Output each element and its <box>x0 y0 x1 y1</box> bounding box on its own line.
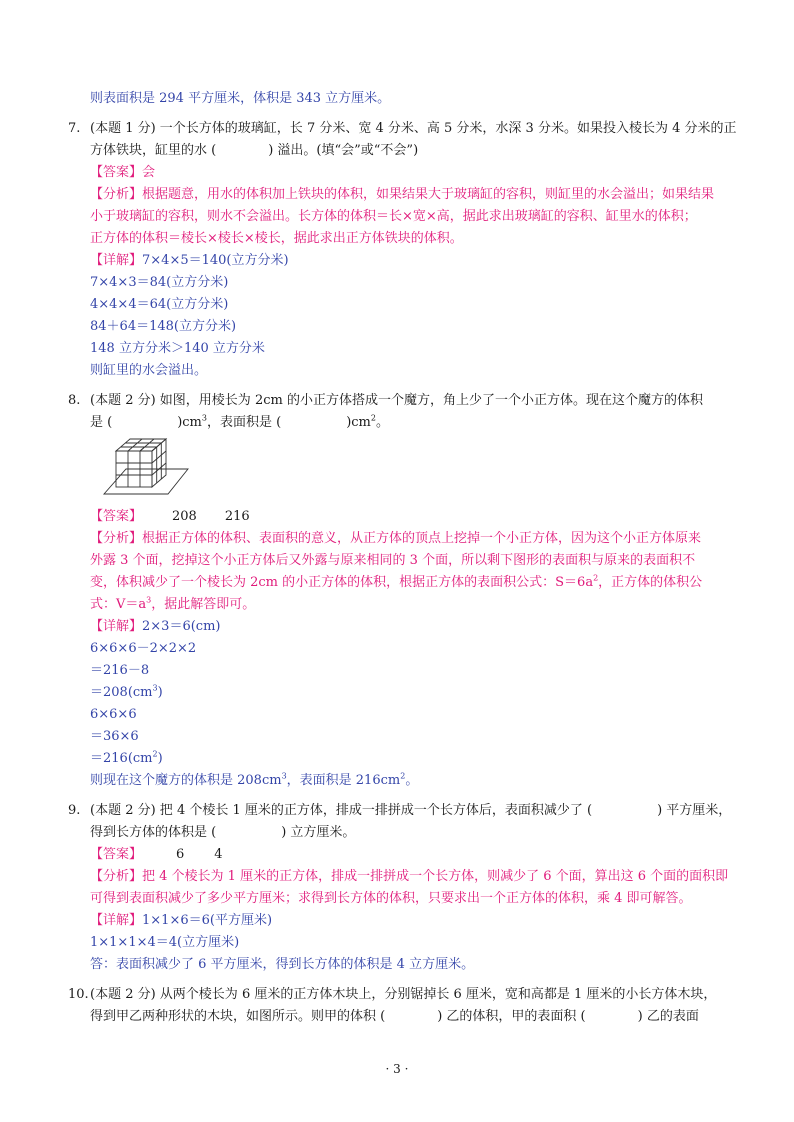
q9-answer: 【答案】 6 4 <box>90 847 223 862</box>
q8-analysis-line2: 外露 3 个面，挖掉这个小正方体后又外露与原来相同的 3 个面，所以剩下图形的表面积与原来的表面积不 <box>90 553 696 568</box>
previous-conclusion: 则表面积是 294 平方厘米，体积是 343 立方厘米。 <box>90 91 391 106</box>
q7-analysis-line3: 正方体的体积＝棱长×棱长×棱长，据此求出正方体铁块的体积。 <box>90 231 463 246</box>
q8-stem-line2: 是 ( )$cm^3$，表面积是 ( )$cm^2$。 <box>90 413 389 430</box>
q8-answer: 【答案】 208 216 <box>90 509 250 524</box>
q7-number: 7. <box>68 121 81 136</box>
q8-analysis-line1: 【分析】根据正方体的体积、表面积的意义，从正方体的顶点上挖掉一个小正方体，因为这个小正方体原来 <box>90 531 702 546</box>
q7-analysis-line2: 小于玻璃缸的容积，则水不会溢出。长方体的体积＝长×宽×高，据此求出玻璃缸的容积、缸里水的体积； <box>90 209 697 224</box>
q10-stem-line1: 10.(本题 2 分) 从两个棱长为 6 厘米的正方体木块上，分别锯掉长 6 厘米，宽和高都是 1 厘米的小长方体木块， <box>68 987 717 1002</box>
q9-analysis-line1: 【分析】把 4 个棱长为 1 厘米的正方体，排成一排拼成一个长方体，则减少了 6 个面，算出这 6 个面的面积即 <box>90 869 729 884</box>
q7-detail-line4: 84＋64＝148(立方分米) <box>90 319 237 334</box>
q10-number: 10. <box>68 987 89 1002</box>
q8-detail-line3: ＝216－8 <box>90 663 150 678</box>
q8-analysis-line3: 变，体积减少了一个棱长为 2cm 的小正方体的体积，根据正方体的表面积公式：$S=6a^2$，正方体的体积公 <box>90 573 703 590</box>
q9-detail-line3: 答：表面积减少了 6 平方厘米，得到长方体的体积是 4 立方厘米。 <box>90 957 475 972</box>
q7-answer: 【答案】会 <box>90 165 156 180</box>
q10-stem-line2: 得到甲乙两种形状的木块，如图所示。则甲的体积 ( ) 乙的体积，甲的表面积 ( ) 乙的表面 <box>90 1009 699 1024</box>
q7-detail-line5: 148 立方分米＞140 立方分米 <box>90 341 265 356</box>
q7-detail-line2: 7×4×3＝84(立方分米) <box>90 275 229 290</box>
q8-stem-line1: 8. (本题 2 分) 如图，用棱长为 2cm 的小正方体搭成一个魔方，角上少了一个小正方体。现在这个魔方的体积 <box>68 393 703 408</box>
q9-analysis-line2: 可得到表面积减少了多少平方厘米；求得到长方体的体积，只要求出一个正方体的体积，乘 4 即可解答。 <box>90 891 692 906</box>
q9-detail-line2: 1×1×1×4＝4(立方厘米) <box>90 935 240 950</box>
q8-detail-line7: $=216(cm^2)$ <box>90 749 163 766</box>
q8-detail-line2: 6×6×6－2×2×2 <box>90 641 197 656</box>
q8-number: 8. <box>68 393 81 408</box>
q9-stem-line1: 9. (本题 2 分) 把 4 个棱长 1 厘米的正方体，排成一排拼成一个长方体后，表面积减少了 ( ) 平方厘米， <box>68 803 732 818</box>
q7-stem-line2: 方体铁块，缸里的水 ( ) 溢出。(填“会”或“不会”) <box>90 143 419 158</box>
q7-detail-line1: 【详解】7×4×5＝140(立方分米) <box>90 253 289 268</box>
q7-detail-line3: 4×4×4＝64(立方分米) <box>90 297 229 312</box>
q9-stem-line2: 得到长方体的体积是 ( ) 立方厘米。 <box>90 825 356 840</box>
q8-detail-line1: 【详解】2×3＝6(cm) <box>90 619 221 634</box>
q9-number: 9. <box>68 803 81 818</box>
q8-detail-line6: ＝36×6 <box>90 729 139 744</box>
q8-conclusion: 则现在这个魔方的体积是 $208cm^3$，表面积是 $216cm^2$。 <box>90 771 419 788</box>
page-number: · 3 · <box>385 1062 409 1076</box>
rubiks-cube-figure <box>100 431 190 501</box>
q8-analysis-line4: 式：$V=a^3$，据此解答即可。 <box>90 595 256 612</box>
q9-detail-line1: 【详解】1×1×6＝6(平方厘米) <box>90 913 273 928</box>
q8-detail-line5: 6×6×6 <box>90 707 137 722</box>
q7-analysis-line1: 【分析】根据题意，用水的体积加上铁块的体积，如果结果大于玻璃缸的容积，则缸里的水会溢出；如果结果 <box>90 187 715 202</box>
q7-detail-line6: 则缸里的水会溢出。 <box>90 363 208 378</box>
q7-stem-line1: 7. (本题 1 分) 一个长方体的玻璃缸，长 7 分米、宽 4 分米、高 5 分米，水深 3 分米。如果投入棱长为 4 分米的正 <box>68 121 737 136</box>
q8-detail-line4: $=208(cm^3)$ <box>90 683 163 700</box>
